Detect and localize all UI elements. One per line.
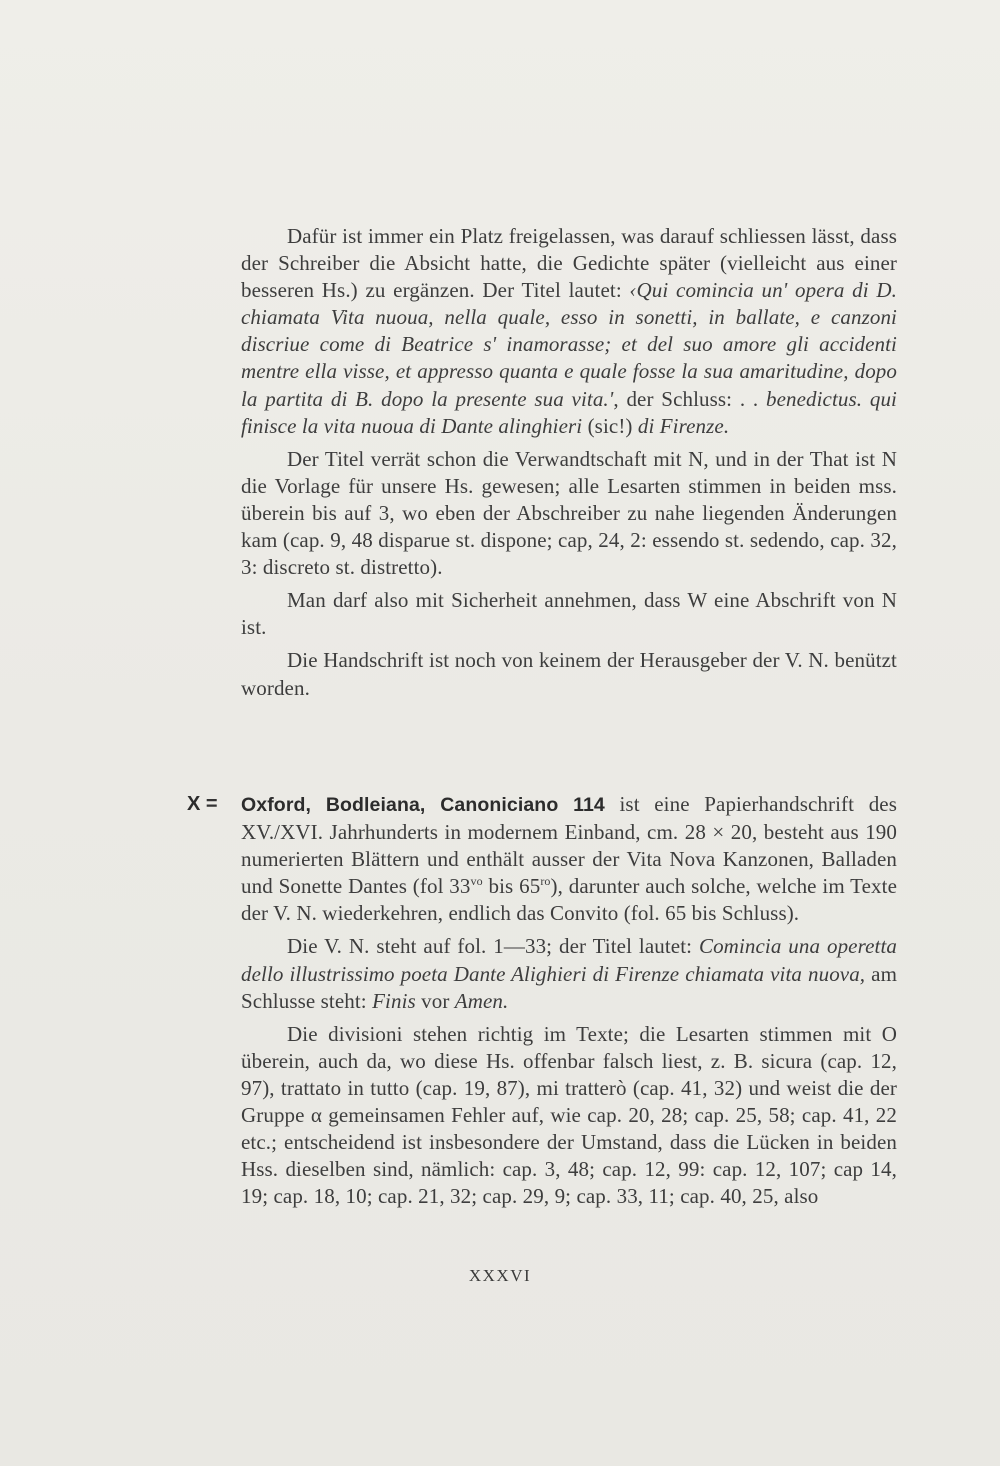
paragraph-relationship: Der Titel verrät schon die Verwandtschaft mit N, und in der That ist N die Vorlage für unsere Hs. gewesen; alle Lesarten stimmen in beiden mss. überein bis auf 3, wo eben der Abschreiber zu nahe liegenden Änderungen kam (cap. 9, 48 disparue st. dispone; cap, 24, 2: essendo st. sedendo, cap. 32, 3: discreto st. distretto). — [241, 446, 897, 580]
paragraph-text: , der Schluss: . . — [613, 386, 759, 411]
paragraph-text: am Schlusse steht: — [241, 961, 898, 1013]
italic-quote: Finis — [372, 988, 416, 1013]
paragraph-text: ist eine Papierhandschrift des XV./XVI. Jahrhunderts in modernem Einband, cm. 28 × 20, besteht aus 190 numerierten Blättern und enthält ausser der Vita Nova Kanzonen, Balladen und Sonette Dantes (fol 33 — [241, 792, 897, 899]
italic-quote: Amen. — [454, 988, 509, 1013]
italic-quote: di Firenze. — [637, 413, 730, 438]
equals-sign: = — [205, 793, 218, 815]
paragraph-title-quote — [241, 223, 897, 440]
page-number: XXXVI — [468, 1266, 532, 1285]
paragraph-editors: Die Handschrift ist noch von keinem der Herausgeber der V. N. benützt worden. — [241, 648, 897, 700]
paragraph-text: ), darunter auch solche, welche im Texte der V. N. wiederkehren, endlich das Convito (fol. 65 bis Schluss). — [241, 874, 897, 926]
paragraph-title-info — [241, 933, 897, 1014]
siglum-letter: X — [187, 793, 201, 815]
paragraph-manuscript-description — [241, 791, 897, 927]
superscript-verso: vo — [470, 874, 483, 889]
paragraph-text: (sic!) — [587, 413, 633, 438]
paragraph-text: bis 65 — [488, 874, 541, 899]
siglum-x — [187, 791, 218, 818]
italic-quote: benedictus. qui finisce la vita nuoua di Dante alinghieri — [241, 386, 897, 438]
paragraph-text: Dafür ist immer ein Platz freigelassen, was darauf schliessen lässt, dass der Schreiber die Absicht hatte, die Gedichte später (vielleicht aus einer besseren Hs.) zu ergänzen. Der Titel lautet: — [241, 224, 897, 303]
italic-quote: ‹Qui comincia un' opera di D. chiamata Vita nuoua, nella quale, esso in sonetti, in ballate, e canzoni discriue come di Beatrice s' inamorasse; et del suo amore gli accidenti mentre ella visse, et appresso quanta e quale fosse la sua amaritudine, dopo la partita di B. dopo la presente sua vita.' — [241, 278, 897, 411]
superscript-recto: ro — [540, 874, 551, 889]
italic-quote: Comincia una operetta dello illustrissimo poeta Dante Alighieri di Firenze chiamata vita nuova, — [241, 934, 897, 986]
section-w-text — [241, 223, 897, 708]
section-x-text — [241, 791, 897, 1216]
paragraph-text: vor — [421, 988, 450, 1013]
manuscript-title: Oxford, Bodleiana, Canoniciano 114 — [241, 794, 605, 816]
paragraph-divisioni: Die divisioni stehen richtig im Texte; die Lesarten stimmen mit O überein, auch da, wo diese Hs. offenbar falsch liest, z. B. sicura (cap. 12, 97), trattato in tutto (cap. 19, 87), mi tratterò (cap. 41, 32) und weist die der Gruppe α gemeinsamen Fehler auf, wie cap. 20, 28; cap. 25, 58; cap. 41, 22 etc.; entscheidend ist insbesondere der Umstand, dass die Lücken in beiden Hss. dieselben sind, nämlich: cap. 3, 48; cap. 12, 99: cap. 12, 107; cap 14, 19; cap. 18, 10; cap. 21, 32; cap. 29, 9; cap. 33, 11; cap. 40, 25, also — [241, 1021, 897, 1209]
paragraph-text: Die V. N. steht auf fol. 1—33; der Titel lautet: — [287, 934, 693, 959]
paragraph-conclusion: Man darf also mit Sicherheit annehmen, dass W eine Abschrift von N ist. — [241, 588, 897, 640]
